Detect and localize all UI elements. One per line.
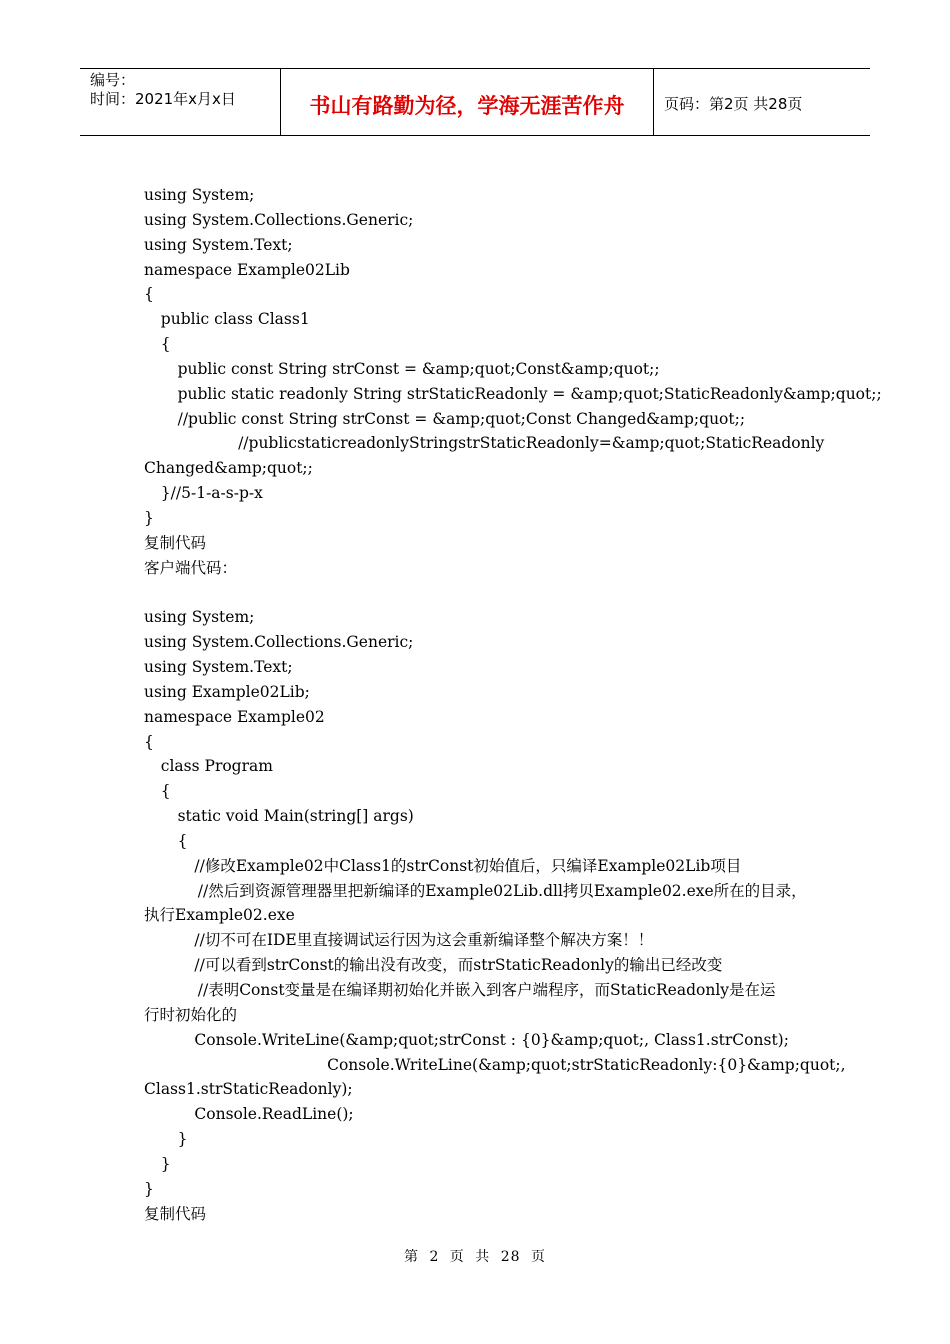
text-line: static void Main(string[] args) bbox=[177, 807, 414, 826]
header-motto-cell bbox=[281, 69, 654, 135]
word: String bbox=[409, 434, 459, 453]
document-body bbox=[144, 183, 882, 1226]
text-line: Changed&amp;quot;; bbox=[144, 459, 313, 478]
word: {0}&amp;quot;, bbox=[717, 1055, 846, 1074]
text-line: //切不可在IDE里直接调试运行因为这会重新编译整个解决方案！！ bbox=[194, 931, 654, 950]
page-header bbox=[80, 68, 870, 136]
text-line: using Example02Lib; bbox=[144, 682, 310, 701]
word: readonly bbox=[340, 434, 410, 453]
text-line: Console.ReadLine(); bbox=[194, 1105, 354, 1124]
text-line: { bbox=[160, 782, 171, 801]
text-line: using System; bbox=[144, 186, 255, 204]
text-line: namespace Example02Lib bbox=[144, 260, 350, 279]
text-line: } bbox=[160, 1154, 171, 1173]
text-line: class Program bbox=[160, 757, 273, 776]
page-footer: 第 2 页 共 28 页 bbox=[404, 1249, 546, 1265]
text-line: //可以看到strConst的输出没有改变，而strStaticReadonly的输出已经改变 bbox=[194, 956, 723, 975]
text-line: public const String strConst = &amp;quot;Const&amp;quot;; bbox=[177, 359, 660, 378]
text-line: Class1.strStaticReadonly); bbox=[144, 1080, 353, 1099]
text-line bbox=[144, 581, 810, 606]
text-line: //表明Const变量是在编译期初始化并嵌入到客户端程序，而StaticReadonly是在运 bbox=[197, 981, 776, 999]
text-line: public class Class1 bbox=[160, 310, 310, 329]
text-line: 复制代码 bbox=[144, 1204, 207, 1223]
header-motto: 书山有路勤为径，学海无涯苦作舟 bbox=[309, 94, 625, 118]
word: static bbox=[296, 434, 341, 453]
text-line: //然后到资源管理器里把新编译的Example02Lib.dll拷贝Example02.exe所在的目录， bbox=[197, 881, 807, 900]
header-meta bbox=[80, 69, 281, 135]
text-line: using System.Text; bbox=[144, 235, 293, 254]
text-line: namespace Example02 bbox=[144, 707, 325, 726]
text-line: using System; bbox=[144, 608, 255, 627]
text-line: 执行Example02.exe bbox=[144, 906, 295, 925]
text-line: using System.Text; bbox=[144, 658, 293, 677]
word: &amp;quot;StaticReadonly bbox=[611, 434, 825, 453]
word: strStaticReadonly bbox=[458, 434, 599, 453]
text-line: public static readonly String strStaticReadonly = &amp;quot;StaticReadonly&amp;quot;; bbox=[177, 384, 882, 403]
text-line: 复制代码 bbox=[144, 533, 207, 552]
text-line: { bbox=[144, 732, 154, 751]
text-line: 客户端代码： bbox=[144, 558, 238, 577]
word: = bbox=[598, 434, 612, 453]
text-line bbox=[144, 431, 825, 456]
word: //public bbox=[238, 434, 297, 453]
text-line: 行时初始化的 bbox=[144, 1005, 238, 1024]
text-line: //public const String strConst = &amp;quot;Const Changed&amp;quot;; bbox=[177, 409, 746, 428]
text-line: using System.Collections.Generic; bbox=[144, 633, 414, 652]
text-line: }//5-1-a-s-p-x bbox=[160, 484, 263, 503]
text-line: //修改Example02中Class1的strConst初始值后，只编译Example02Lib项目 bbox=[194, 856, 742, 875]
text-line bbox=[144, 1053, 846, 1078]
text-line: Console.WriteLine(&amp;quot;strConst : {0}&amp;quot;, Class1.strConst); bbox=[194, 1030, 789, 1049]
header-time-label: 时间：2021年x月x日 bbox=[90, 90, 236, 108]
text-line: { bbox=[160, 335, 171, 354]
text-line: } bbox=[144, 1179, 154, 1198]
text-line: { bbox=[144, 285, 154, 304]
word: Console.WriteLine(&amp;quot;strStaticReadonly bbox=[327, 1055, 713, 1074]
text-line: using System.Collections.Generic; bbox=[144, 210, 414, 229]
text-line: { bbox=[177, 831, 188, 850]
text-line: } bbox=[144, 508, 154, 527]
header-page-info-cell bbox=[654, 69, 870, 135]
text-line: } bbox=[177, 1130, 188, 1149]
header-page-info: 页码：第2页 共28页 bbox=[664, 94, 803, 113]
word: : bbox=[712, 1055, 718, 1074]
header-number-label: 编号： bbox=[90, 71, 136, 89]
